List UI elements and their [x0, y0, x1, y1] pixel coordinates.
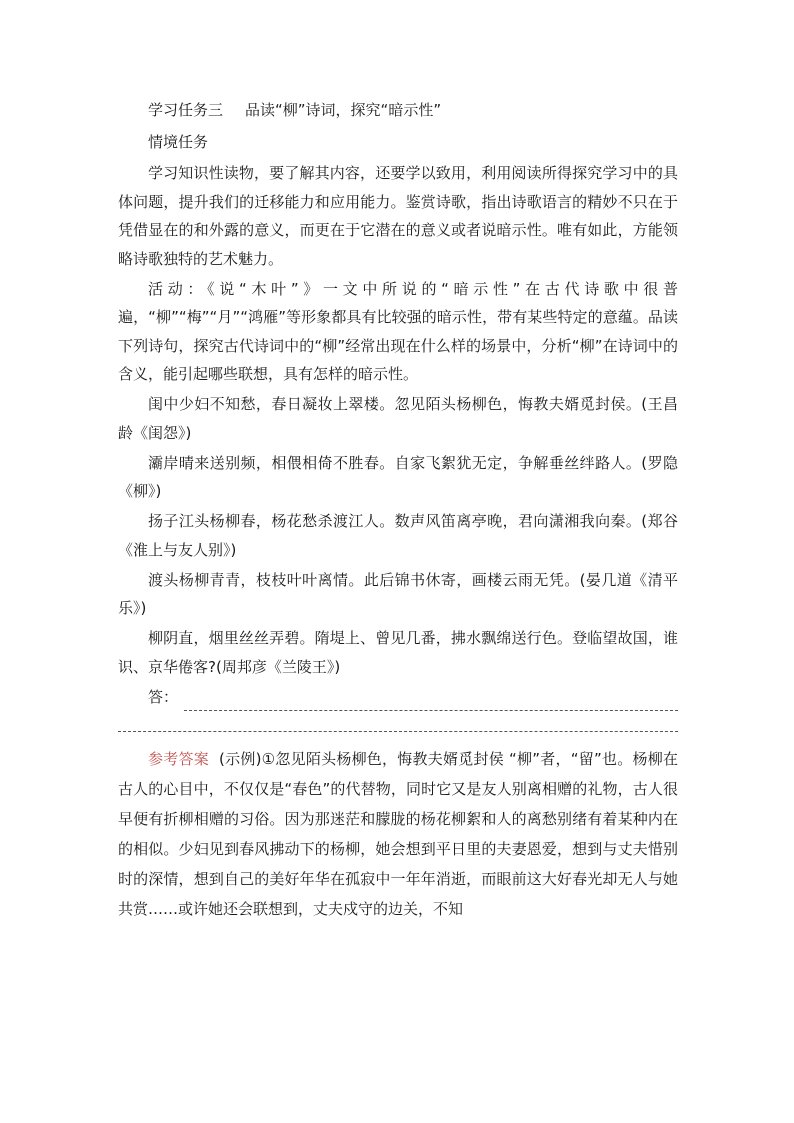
intro-paragraph: 学习知识性读物，要了解其内容，还要学以致用，利用阅读所得探究学习中的具体问题，提升我们的迁移能力和应用能力。鉴赏诗歌，指出诗歌语言的精妙不只在于凭借显在的和外露的意义，而更在于它潜在的意义或者说暗示性。唯有如此，方能领略诗歌独特的艺术魅力。	[118, 164, 678, 268]
document-body	[118, 96, 678, 926]
activity-paragraph: 活动：《说“木叶”》一文中所说的“暗示性”在古代诗歌中很普遍，“柳”“梅”“月”“鸿雁”等形象都具有比较强的暗示性，带有某些特定的意蕴。品读下列诗句，探究古代诗词中的“柳”经常出现在什么样的场景中，分析“柳”在诗词中的含义，能引起哪些联想，具有怎样的暗示性。	[118, 279, 678, 383]
poem-4: 渡头杨柳青青，枝枝叶叶离情。此后锦书休寄，画楼云雨无凭。(晏几道《清平乐》)	[118, 570, 678, 617]
task-title-number: 学习任务三	[148, 101, 224, 119]
answer-label: 答：	[148, 687, 179, 706]
answer-line	[148, 683, 678, 711]
reference-answer	[118, 744, 678, 924]
poem-3: 扬子江头杨柳春，杨花愁杀渡江人。数声风笛离亭晚，君向潇湘我向秦。(郑谷《淮上与友人别》)	[118, 512, 678, 559]
section-label: 情境任务	[148, 132, 209, 151]
task-title	[118, 96, 678, 125]
task-title-text: 品读“柳”诗词，探究“暗示性”	[245, 101, 442, 119]
answer-blank-2	[118, 717, 678, 732]
reference-text: (示例)①忽见陌头杨柳色，悔教夫婿觅封侯 “柳”者，“留”也。杨柳在古人的心目中，不仅仅是“春色”的代替物，同时它又是友人别离相赠的礼物，古人很早便有折柳相赠的习俗。因为那迷茫和朦胧的杨花柳絮和人的离愁别绪有着某种内在的相似。少妇见到春风拂动下的杨柳，她会想到平日里的夫妻恩爱，想到与丈夫惜别时的深情，想到自己的美好年华在孤寂中一年年消逝，而眼前这大好春光却无人与她共赏……或许她还会联想到，丈夫戍守的边关，不知	[118, 750, 678, 918]
poem-1: 闺中少妇不知愁，春日凝妆上翠楼。忽见陌头杨柳色，悔教夫婿觅封侯。(王昌龄《闺怨》)	[118, 395, 678, 442]
poem-5: 柳阴直，烟里丝丝弄碧。隋堤上、曾见几番，拂水飘绵送行色。登临望故国，谁识、京华倦客?(周邦彦《兰陵王》)	[118, 629, 678, 676]
answer-blank	[184, 694, 678, 711]
poem-2: 灞岸晴来送别频，相偎相倚不胜春。自家飞絮犹无定，争解垂丝绊路人。(罗隐《柳》)	[118, 453, 678, 500]
reference-label: 参考答案	[148, 750, 209, 768]
